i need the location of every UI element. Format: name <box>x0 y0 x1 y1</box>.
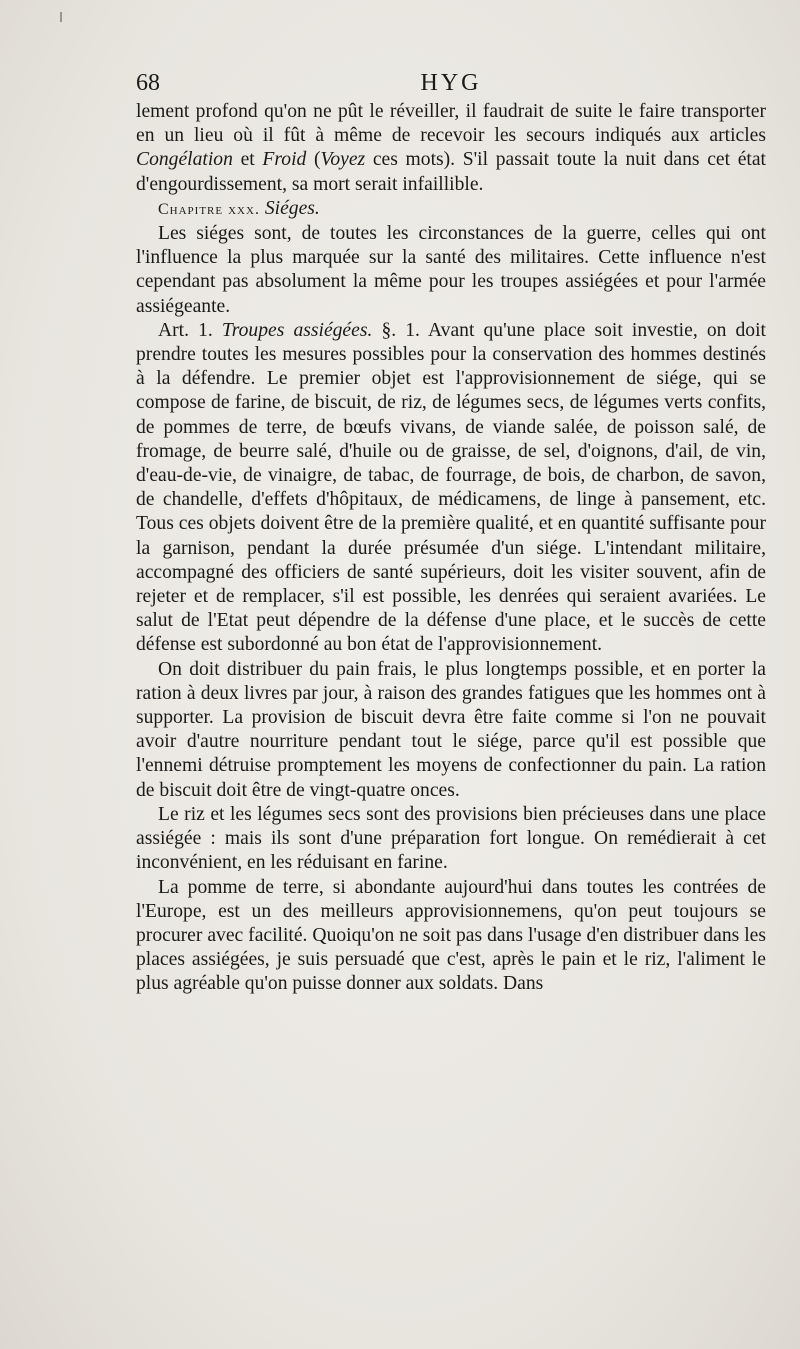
paragraph-article-1 <box>136 319 766 658</box>
article-prefix: Art. 1. <box>158 319 222 341</box>
chapter-heading <box>136 197 766 222</box>
page-header <box>136 70 766 102</box>
margin-mark <box>60 12 62 22</box>
paragraph-intro <box>136 100 766 197</box>
body-text <box>136 100 766 997</box>
ref-froid: Froid <box>262 149 307 171</box>
paragraph-riz: Le riz et les légumes secs sont des provisions bien précieuses dans une place assiégée : mais ils sont d'une préparation fort longue. On remédierait à cet inconvénient, en les réduisant en farine. <box>136 803 766 874</box>
intro-text-2: et <box>232 149 263 171</box>
intro-text-4: ces mots). S'il passait toute la nuit dans cet état d'engourdissement, sa mort serait infaillible. <box>136 149 767 195</box>
intro-text-3: ( <box>306 149 321 171</box>
paragraph-sieges: Les siéges sont, de toutes les circonstances de la guerre, celles qui ont l'influence la plus marquée sur la santé des militaires. Cette influence n'est cependant pas absolument la même pour les troupes assiégées et pour l'armée assiégeante. <box>136 223 766 317</box>
ref-voyez: Voyez <box>320 149 366 171</box>
running-head: HYG <box>420 70 482 96</box>
article-text: §. 1. Avant qu'une place soit investie, on doit prendre toutes les mesures possibles pour la conservation des hommes destinés à la défendre. Le premier objet est l'approvisionnement de siége, qui se compose de farine, de biscuit, de riz, de légumes secs, de légumes verts confits, de pommes de terre, de bœufs vivans, de viande salée, de poisson salé, de fromage, de beurre salé, d'huile ou de graisse, de sel, d'oignons, d'ail, de vin, d'eau-de-vie, de vinaigre, de tabac, de fourrage, de bois, de charbon, de savon, de chandelle, d'effets d'hôpitaux, de médicamens, de linge à pansement, etc. Tous ces objets doivent être de la première qualité, et en quantité suffisante pour la garnison, pendant la durée présumée d'un siége. L'intendant militaire, accompagné des officiers de santé supérieurs, doit les visiter souvent, afin de rejeter et de remplacer, s'il est possible, les denrées qui seraient avariées. Le salut de l'Etat peut dépendre de la défense d'une place, et le succès de cette défense est subordonné au bon état de l'approvisionnement. <box>136 319 766 656</box>
intro-text-1: lement profond qu'on ne pût le réveiller, il faudrait de suite le faire transporter en un lieu où il fût à même de recevoir les secours indiqués aux articles <box>136 101 766 147</box>
chapter-label: Chapitre xxx. <box>158 200 260 218</box>
article-title: Troupes assiégées. <box>221 319 373 341</box>
paragraph-pomme-de-terre: La pomme de terre, si abondante aujourd'hui dans toutes les contrées de l'Europe, est un des meilleurs approvisionnemens, qu'on peut toujours se procurer avec facilité. Quoiqu'on ne soit pas dans l'usage d'en distribuer dans les places assiégées, je suis persuadé que c'est, après le pain et le riz, l'aliment le plus agréable qu'on puisse donner aux soldats. Dans <box>136 876 766 995</box>
page-number: 68 <box>136 70 160 96</box>
paragraph-pain: On doit distribuer du pain frais, le plus longtemps possible, et en porter la ration à deux livres par jour, à raison des grandes fatigues que les hommes ont à supporter. La provision de biscuit devra être faite comme si l'on ne pouvait avoir d'autre nourriture pendant tout le siége, parce qu'il est possible que l'ennemi détruise promptement les moyens de confectionner du pain. La ration de biscuit doit être de vingt-quatre onces. <box>136 658 766 801</box>
chapter-title: Siéges. <box>264 197 320 219</box>
ref-congelation: Congélation <box>136 149 233 171</box>
